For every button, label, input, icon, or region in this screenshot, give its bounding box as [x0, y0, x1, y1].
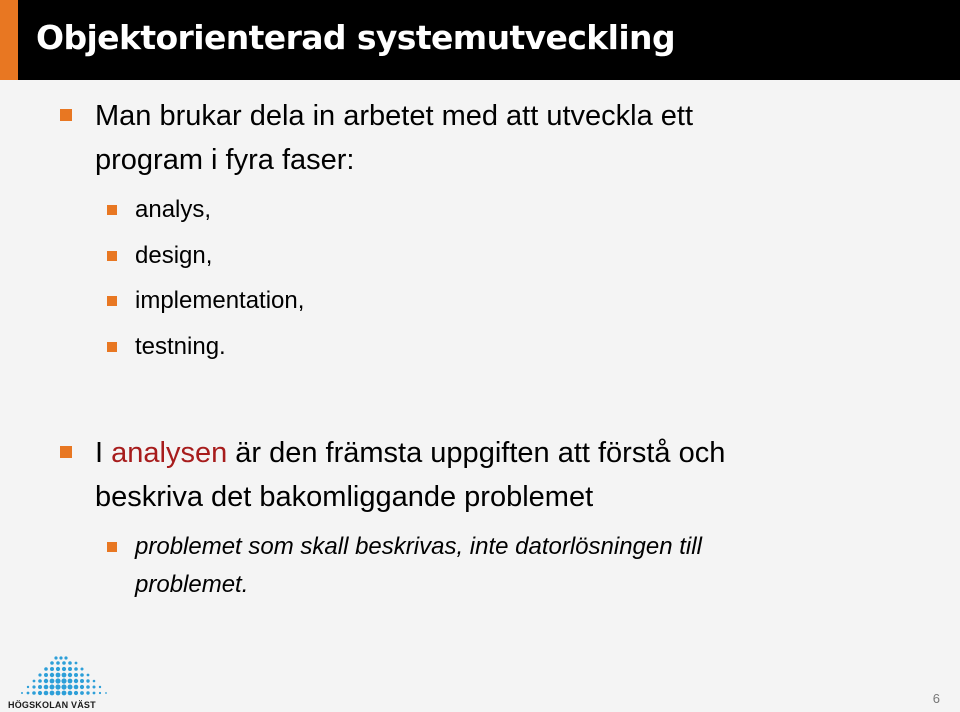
logo-text: HÖGSKOLAN VÄST [8, 700, 96, 710]
bullet-rest: är den främsta uppgiften att förstå och [227, 437, 726, 469]
page-number: 6 [932, 691, 940, 706]
sub-bullet-text: design, [135, 242, 213, 269]
sub-bullet-marker [107, 342, 117, 352]
sub-bullet-text-continued: problemet. [135, 571, 249, 598]
bullet-prefix: I [95, 437, 112, 469]
bullet-marker [60, 109, 72, 121]
title-accent-bar [0, 0, 18, 80]
bullet-text-continued: program i fyra faser: [95, 144, 355, 176]
sub-bullet-marker [107, 296, 117, 306]
bullet-text-continued: beskriva det bakomliggande problemet [95, 481, 594, 513]
slide-title: Objektorienterad systemutveckling [36, 18, 675, 57]
sub-bullet-marker [107, 542, 117, 552]
sub-bullet-marker [107, 205, 117, 215]
sub-bullet-text: analys, [135, 196, 212, 223]
sub-bullet-text: testning. [135, 333, 226, 360]
bullet-text [95, 431, 725, 475]
sub-bullet-marker [107, 251, 117, 261]
highlighted-term: analysen [111, 437, 228, 469]
sub-bullet-text: problemet som skall beskrivas, inte datorlösningen till [135, 533, 702, 560]
sub-bullet-text: implementation, [135, 287, 305, 314]
bullet-text: Man brukar dela in arbetet med att utveckla ett [95, 100, 694, 132]
bullet-marker [60, 446, 72, 458]
